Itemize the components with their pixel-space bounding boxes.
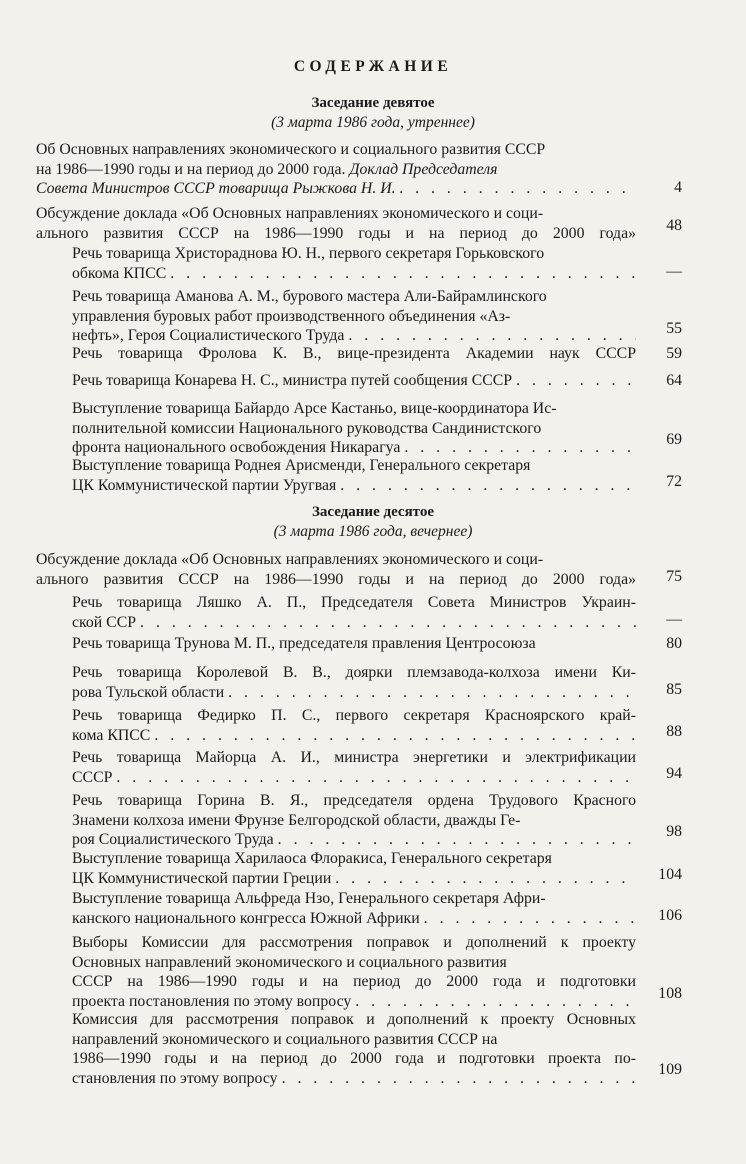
leader-dots xyxy=(282,1069,636,1089)
page-number: 108 xyxy=(658,985,682,1002)
toc-entry xyxy=(72,889,636,928)
entry-line: ЦК Коммунистической партии Греции xyxy=(72,869,332,887)
entry-line: Комиссия для рассмотрения поправок и дополнений к проекту Основных xyxy=(72,1011,636,1028)
session-date: (3 марта 1986 года, вечернее) xyxy=(273,523,473,540)
toc-entry xyxy=(72,791,636,850)
entry-line: Речь товарища Горина В. Я., председателя ордена Трудового Красного xyxy=(72,792,636,809)
entry-line: СССР xyxy=(72,768,113,786)
toc-entry xyxy=(72,663,636,702)
entry-line: ской ССР xyxy=(72,613,137,631)
leader-dots xyxy=(140,613,636,633)
leader-dots xyxy=(355,992,636,1012)
leader-dots xyxy=(340,476,636,496)
page-number: 98 xyxy=(666,823,682,840)
page-number: 85 xyxy=(666,681,682,698)
entry-line: 1986—1990 годы и на период до 2000 года и подготовки проекта по- xyxy=(72,1050,636,1067)
entry-line: Речь товарища Христораднова Ю. Н., первого секретаря Горьковского xyxy=(72,245,545,262)
page-number: 59 xyxy=(666,345,682,362)
entry-line: роя Социалистического Труда xyxy=(72,831,274,848)
entry-line: Выступление товарища Альфреда Нзо, Генерального секретаря Афри- xyxy=(72,890,546,907)
toc-entry xyxy=(36,204,636,243)
leader-dots xyxy=(278,830,636,850)
toc-entry xyxy=(36,140,636,199)
session-title: Заседание девятое xyxy=(311,95,435,111)
leader-dots xyxy=(116,768,636,788)
entry-line: становления по этому вопросу xyxy=(72,1069,278,1087)
entry-line: Речь товарища Аманова А. М., бурового мастера Али-Байрамлинского xyxy=(72,288,547,305)
session-heading xyxy=(0,503,746,541)
page-number: — xyxy=(666,611,682,628)
page-number: 48 xyxy=(666,217,682,234)
toc-entry xyxy=(72,849,636,888)
entry-line: Выборы Комиссии для рассмотрения поправок и дополнений к проекту xyxy=(72,934,636,951)
page-number: 94 xyxy=(666,765,682,782)
entry-line: Знамени колхоза имени Фрунзе Белгородской области, дважды Ге- xyxy=(72,811,521,829)
entry-line: Речь товарища Федирко П. С., первого секретаря Красноярского край- xyxy=(72,707,636,724)
page-number: 88 xyxy=(666,723,682,740)
toc-entry xyxy=(72,748,636,787)
leader-dots xyxy=(348,326,636,346)
page-number: — xyxy=(666,263,682,280)
toc-entry xyxy=(72,933,636,1011)
entry-line: Основных направлений экономического и социального развития xyxy=(72,953,507,971)
entry-line: рова Тульской области xyxy=(72,683,225,701)
entry-line: Речь товарища Фролова К. В., вице-президента Академии наук СССР xyxy=(72,345,636,362)
page-number: 4 xyxy=(674,179,682,196)
page-number: 80 xyxy=(666,635,682,652)
page-number: 106 xyxy=(658,907,682,924)
entry-line: ального развития СССР на 1986—1990 годы и на период до 2000 года» xyxy=(36,570,636,588)
page-number: 55 xyxy=(666,320,682,337)
entry-line: кома КПСС xyxy=(72,726,151,744)
page-title: СОДЕРЖАНИЕ xyxy=(293,58,453,75)
toc-entry xyxy=(72,634,636,654)
leader-dots xyxy=(170,264,636,284)
entry-line: Речь товарища Королевой В. В., доярки племзавода-колхоза имени Ки- xyxy=(72,664,636,681)
entry-line: ЦК Коммунистической партии Уругвая xyxy=(72,476,337,494)
leader-dots xyxy=(154,726,636,746)
entry-line: Об Основных направлениях экономического и социального развития СССР xyxy=(36,141,546,158)
session-title: Заседание десятое xyxy=(311,504,435,520)
entry-line: направлений экономического и социального развития СССР на xyxy=(72,1030,498,1048)
entry-line: на 1986—1990 годы и на период до 2000 года. xyxy=(36,160,350,178)
page-number: 69 xyxy=(666,431,682,448)
entry-line-italic: Совета Министров СССР товарища Рыжкова Н. И. xyxy=(36,180,396,197)
session-heading xyxy=(0,94,746,132)
entry-line: проекта постановления по этому вопросу xyxy=(72,992,352,1010)
entry-line: обкома КПСС xyxy=(72,264,167,282)
entry-line: Речь товарища Конарева Н. С., министра путей сообщения СССР xyxy=(72,372,513,389)
entry-line: Речь товарища Ляшко А. П., Председателя Совета Министров Украин- xyxy=(72,594,636,611)
entry-line: Речь товарища Майорца А. И., министра энергетики и электрификации xyxy=(72,749,636,766)
entry-line: нефть», Героя Социалистического Труда xyxy=(72,327,345,344)
page-number: 109 xyxy=(658,1061,682,1078)
toc-entry xyxy=(72,244,636,283)
entry-line: канского национального конгресса Южной Африки xyxy=(72,909,420,927)
toc-entry xyxy=(72,456,636,495)
leader-dots xyxy=(228,683,636,703)
toc-entry xyxy=(36,550,636,589)
entry-line: Выступление товарища Харилаоса Флоракиса, Генерального секретаря xyxy=(72,850,552,867)
entry-line: Речь товарища Трунова М. П., председателя правления Центросоюза xyxy=(72,635,536,652)
leader-dots xyxy=(404,438,636,458)
leader-dots xyxy=(516,371,636,391)
toc-entry xyxy=(72,371,636,391)
toc-entry xyxy=(72,593,636,632)
leader-dots xyxy=(424,909,636,929)
page-number: 104 xyxy=(658,866,682,883)
leader-dots xyxy=(400,179,636,199)
entry-line: Обсуждение доклада «Об Основных направлениях экономического и соци- xyxy=(36,551,544,568)
leader-dots xyxy=(335,869,636,889)
entry-line: полнительной комиссии Национального руководства Сандинистского xyxy=(72,419,542,437)
entry-line: СССР на 1986—1990 годы и на период до 2000 года и подготовки xyxy=(72,973,636,990)
entry-line: Выступление товарища Роднея Арисменди, Генерального секретаря xyxy=(72,457,531,474)
toc-entry xyxy=(72,344,636,364)
session-date: (3 марта 1986 года, утреннее) xyxy=(271,114,475,131)
page-number: 72 xyxy=(666,473,682,490)
page-number: 64 xyxy=(666,372,682,389)
entry-line: Обсуждение доклада «Об Основных направлениях экономического и соци- xyxy=(36,205,544,222)
entry-line: фронта национального освобождения Никарагуа xyxy=(72,439,401,456)
toc-entry xyxy=(72,706,636,745)
entry-line: ального развития СССР на 1986—1990 годы и на период до 2000 года» xyxy=(36,224,636,242)
entry-line-italic: Доклад Председателя xyxy=(349,160,498,178)
toc-entry xyxy=(72,1010,636,1088)
entry-line: управления буровых работ производственного объединения «Аз- xyxy=(72,307,511,325)
toc-entry xyxy=(72,399,636,458)
entry-line: Выступление товарища Байардо Арсе Кастаньо, вице-координатора Ис- xyxy=(72,400,557,417)
page-number: 75 xyxy=(666,568,682,585)
toc-entry xyxy=(72,287,636,346)
